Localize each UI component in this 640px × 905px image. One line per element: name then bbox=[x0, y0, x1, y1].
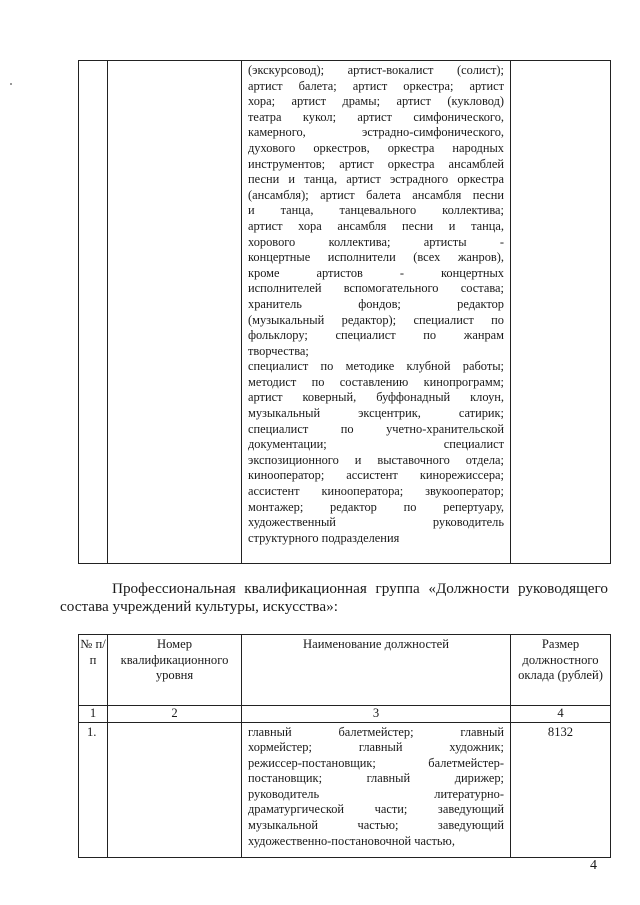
positions-table-continuation bbox=[78, 60, 611, 564]
group-title: Профессиональная квалификационная группа «Должности руководящего состава учреждений культуры, искусства»: bbox=[60, 580, 608, 615]
text-line: кинооператор; ассистент кинорежиссера; bbox=[248, 468, 504, 483]
text-line: документации; специалист bbox=[248, 437, 504, 452]
salary-cell bbox=[511, 61, 611, 564]
text-line: (музыкальный редактор); специалист по bbox=[248, 312, 504, 327]
text-line: главный балетмейстер; главный bbox=[248, 724, 504, 739]
scan-speck bbox=[10, 83, 12, 85]
text-line: артист балета; артист оркестра; артист bbox=[248, 78, 504, 93]
header-num: № п/п bbox=[79, 635, 108, 706]
text-line: духового оркестров, оркестра народных bbox=[248, 140, 504, 155]
text-line: хранитель фондов; редактор bbox=[248, 296, 504, 311]
text-line: музыкальной частью; заведующий bbox=[248, 818, 504, 833]
row-level bbox=[108, 722, 242, 857]
text-line: кроме артистов - концертных bbox=[248, 265, 504, 280]
text-line: концертные исполнители (всех жанров), bbox=[248, 250, 504, 265]
table-row bbox=[79, 61, 611, 564]
row-num: 1. bbox=[79, 722, 108, 857]
text-line: исполнителей вспомогательного состава; bbox=[248, 281, 504, 296]
text-line: артист коверный, буффонадный клоун, bbox=[248, 390, 504, 405]
text-line: экспозиционного и выставочного отдела; bbox=[248, 452, 504, 467]
text-line: и танца, танцевального коллектива; bbox=[248, 203, 504, 218]
column-number: 4 bbox=[511, 706, 611, 723]
header-name: Наименование должностей bbox=[242, 635, 511, 706]
text-line: специалист по учетно-хранительской bbox=[248, 421, 504, 436]
row-salary: 8132 bbox=[511, 722, 611, 857]
header-salary: Размер должностного оклада (рублей) bbox=[511, 635, 611, 706]
column-number: 1 bbox=[79, 706, 108, 723]
text-line: художественно-постановочной частью, bbox=[248, 833, 455, 848]
text-line: режиссер-постановщик; балетмейстер- bbox=[248, 755, 504, 770]
row-positions bbox=[242, 722, 511, 857]
text-line: руководитель литературно- bbox=[248, 786, 504, 801]
text-line: творчества; bbox=[248, 343, 309, 358]
text-line: ассистент кинооператора; звукооператор; bbox=[248, 484, 504, 499]
header-level: Номер квалификационного уровня bbox=[108, 635, 242, 706]
positions-list bbox=[242, 61, 510, 546]
text-line: методист по составлению кинопрограмм; bbox=[248, 374, 504, 389]
text-line: художественный руководитель bbox=[248, 515, 504, 530]
level-cell bbox=[108, 61, 242, 564]
text-line: постановщик; главный дирижер; bbox=[248, 771, 504, 786]
management-positions-table bbox=[78, 634, 611, 858]
column-number-row bbox=[79, 706, 611, 723]
text-line: (экскурсовод); артист-вокалист (солист); bbox=[248, 63, 504, 77]
text-line: песни и танца, артист эстрадного оркестра bbox=[248, 172, 504, 187]
text-line: инструментов; артист оркестра ансамблей bbox=[248, 156, 504, 171]
column-number: 2 bbox=[108, 706, 242, 723]
text-line: специалист по методике клубной работы; bbox=[248, 359, 504, 374]
text-line: хормейстер; главный художник; bbox=[248, 740, 504, 755]
text-line: артист хора ансамбля песни и танца, bbox=[248, 218, 504, 233]
table-row bbox=[79, 722, 611, 857]
text-line: структурного подразделения bbox=[248, 530, 400, 545]
text-line: драматургической части; заведующий bbox=[248, 802, 504, 817]
num-cell bbox=[79, 61, 108, 564]
positions-list bbox=[242, 723, 510, 850]
text-line: хорового коллектива; артисты - bbox=[248, 234, 504, 249]
table-header-row bbox=[79, 635, 611, 706]
column-number: 3 bbox=[242, 706, 511, 723]
text-line: театра кукол; артист симфонического, bbox=[248, 109, 504, 124]
text-line: камерного, эстрадно-симфонического, bbox=[248, 125, 504, 140]
text-line: хора; артист драмы; артист (кукловод) bbox=[248, 94, 504, 109]
text-line: (ансамбля); артист балета ансамбля песни bbox=[248, 187, 504, 202]
text-line: монтажер; редактор по репертуару, bbox=[248, 499, 504, 514]
positions-cell bbox=[242, 61, 511, 564]
page-number: 4 bbox=[590, 858, 597, 873]
text-line: фольклору; специалист по жанрам bbox=[248, 328, 504, 343]
text-line: музыкальный эксцентрик, сатирик; bbox=[248, 406, 504, 421]
